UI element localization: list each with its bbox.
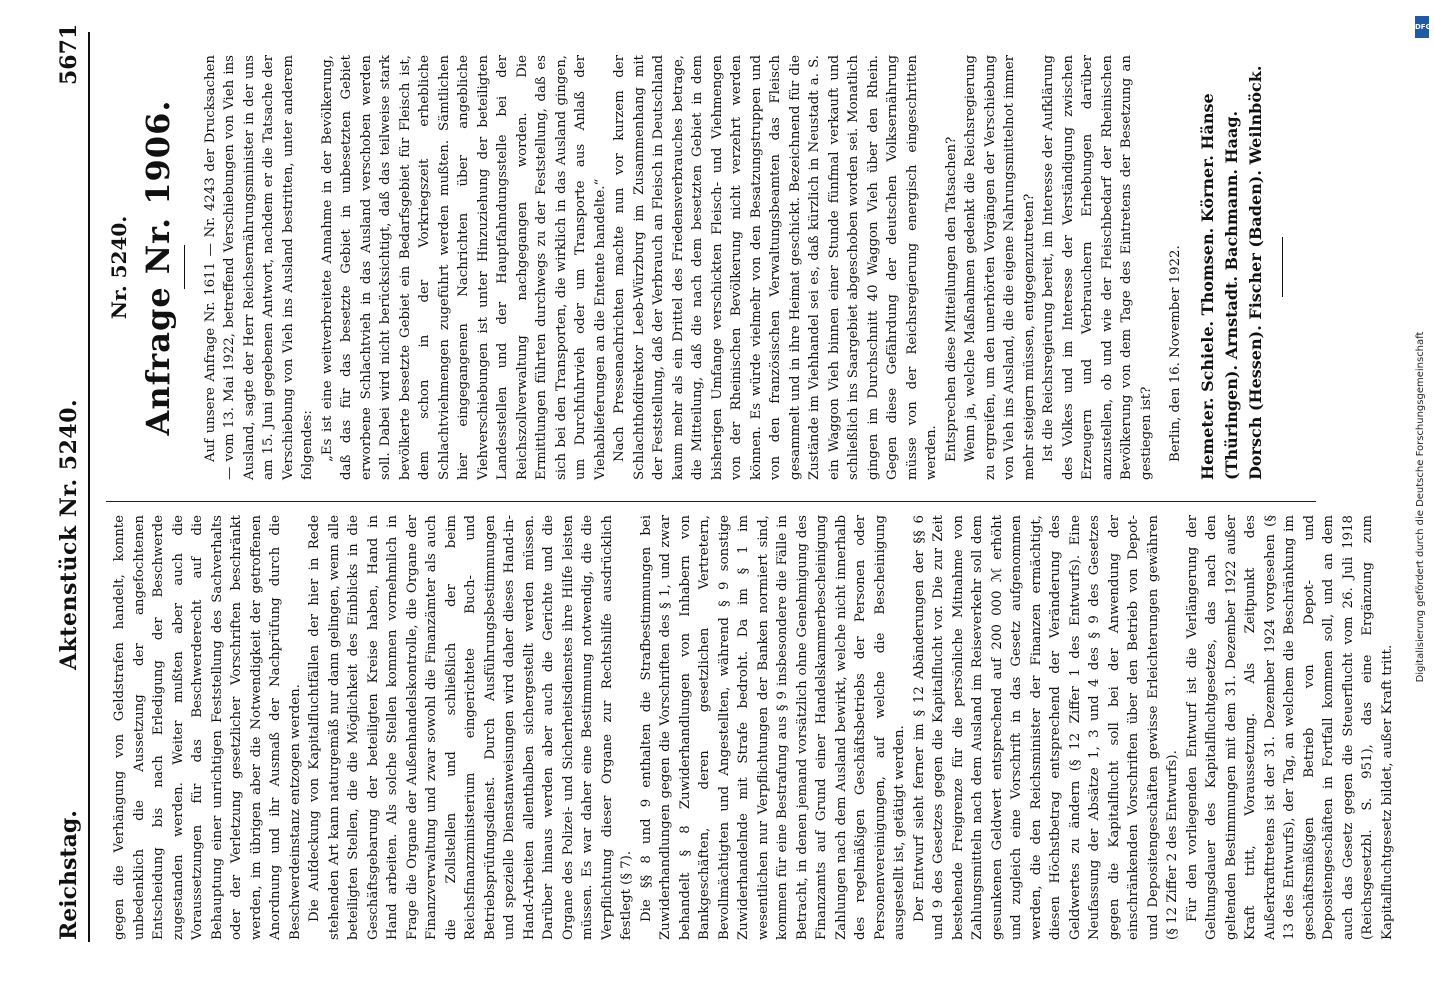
question: Ist die Reichsregierung bereit, im Interesse der Aufklärung des Volkes und im Interesse der Verständigung zwischen Erzeugern und Verbrauchern Erhebungen darüber anzustellen, ob und wie der Fleischbedarf der Rheinischen Bevölkerung von dem Tage des Eintretens der Besetzung an gestiegen ist? — [1041, 55, 1154, 480]
dateline: Berlin, den 16. November 1922. — [1168, 245, 1183, 462]
credit-text: Digitalisierung gefördert durch die Deutsche Forschungsgemeinschaft — [1415, 331, 1426, 683]
digitization-credit — [1414, 8, 1430, 993]
paragraph: Nach Pressenachrichten machte nun vor kurzem der Schlachthofdirektor Leeb-Würzburg im Zusammenhang mit der Feststellung, daß der Verbrauch an Fleisch in Deutschland kaum mehr als ein Drittel des Friedensverbrauches betrage, die Mitteilung, daß die nach dem besetzten Gebiet in dem bisherigen Umfange verschickten Fleisch- und Viehmengen von der Rheinischen Bevölkerung nicht verzehrt werden können. Es würde vielmehr von den Besatzungstruppen und von den französischen Verwaltungsbeamten das Fleisch gesammelt und in ihre Heimat geschickt. Bezeichnend für die Zustände im Viehhandel sei es, daß kürzlich in Neustadt a. S. ein Waggon Vieh binnen einer Stunde fünfmal verkauft und schließlich ins Saargebiet abgeschoben worden sei. Monatlich gingen im Durchschnitt 40 Waggon Vieh über den Rhein. Gegen diese Gefährdung der deutschen Volksernährung müsse von der Reichsregierung energisch eingeschritten werden. — [612, 55, 939, 480]
page-number: 5671 — [56, 23, 82, 85]
question: Wenn ja, welche Maßnahmen gedenkt die Reichsregierung zu ergreifen, um den unerhörten Vorgängen der Verschiebung von Vieh ins Ausland, die die eigene Nahrungsmittelnot immer mehr steigern müssen, entgegenzutreten? — [963, 55, 1037, 480]
quoted-paragraph: „Es ist eine weitverbreitete Annahme in der Bevölkerung, daß das für das besetzte Gebiet in unbesetzten Gebiet erworbene Schlachtvieh in das Ausland verschoben werden soll. Dabei wird nicht berücksichtigt, daß das teilweise stark bevölkerte besetzte Gebiet ein Bedarfsgebiet für Fleisch ist, dem schon in der Vorkriegszeit erhebliche Schlachtviehmengen zugeführt werden mußten. Sämtlichen hier eingegangenen Nachrichten über angebliche Viehverschiebungen ist unter Hinzuziehung der beteiligten Landesstellen und der Hauptfahndungsstelle bei der Reichszollverwaltung nachgegangen worden. Die Ermittlungen führten durchwegs zu der Feststellung, daß es sich bei den Transporten, die wirklich in das Ausland gingen, um Durchfuhrvieh oder um Transporte aus Anlaß der Viehablieferungen an die Entente handelte.“ — [319, 55, 608, 480]
left-column — [110, 515, 1397, 940]
header-rule — [88, 32, 90, 942]
title-rule — [184, 246, 185, 290]
signers-line: Dorsch (Hessen). Fischer (Baden). Weilnböck. — [1245, 65, 1265, 480]
signatories — [1196, 55, 1268, 480]
right-column — [107, 55, 1297, 480]
document-number: Nr. 5240. — [107, 215, 131, 320]
paragraph: gegen die Verhängung von Geldstrafen handelt, konnte unbedenklich die Aussetzung der angefochtenen Entscheidung bis nach Erledigung der Beschwerde zugestanden werden. Weiter mußten aber auch die Voraussetzungen für das Beschwerderecht auf die Behauptung einer unrichtigen Feststellung des Sachverhalts oder der Verletzung gesetzlicher Vorschriften beschränkt werden, im übrigen aber die Notwendigkeit der getroffenen Anordnung und ihr Ausmaß der Nachprüfung durch die Beschwerdeinstanz entzogen werden. — [112, 515, 303, 940]
paragraph: Der Entwurf sieht ferner im § 12 Abänderungen der §§ 6 und 9 des Gesetzes gegen die Kapitalflucht vor. Die zur Zeit bestehende Freigrenze für die persönliche Mitnahme von Zahlungsmitteln nach dem Ausland im Reiseverkehr soll dem gesunkenen Geldwert entsprechend auf 200 000 ℳ erhöht und zugleich eine Vorschrift in das Gesetz aufgenommen werden, die den Reichsminister der Finanzen ermächtigt, diesen Höchstbetrag entsprechend der Veränderung des Geldwertes zu ändern (§ 12 Ziffer 1 des Entwurfs). Eine Neufassung der Absätze 1, 3 und 4 des § 9 des Gesetzes gegen die Kapitalflucht soll bei der Anwendung der einschränkenden Vorschriften über den Betrieb von Depot- und Depositengeschäften gewisse Erleichterungen gewähren (§ 12 Ziffer 2 des Entwurfs). — [911, 515, 1180, 940]
end-rule — [1282, 238, 1283, 298]
paragraph: Die §§ 8 und 9 enthalten die Strafbestimmungen bei Zuwiderhandlungen gegen die Vorschriften des § 1, und zwar behandelt § 8 Zuwiderhandlungen von Inhabern von Bankgeschäften, deren gesetzlichen Vertretern, Bevollmächtigten und Angestellten, während § 9 sonstige Zuwiderhandelnde mit Strafe bedroht. Da im § 1 im wesentlichen nur Verpflichtungen der Banken normiert sind, kommen für eine Bestrafung aus § 9 insbesondere die Fälle in Betracht, in denen jemand vorsätzlich ohne Genehmigung des Finanzamts auf Grund einer Handelskammerbescheinigung Zahlungen nach dem Ausland bewirkt, welche nicht innerhalb des regelmäßigen Geschäftsbetriebs der Personen oder Personenvereinigungen, auf welche die Bescheinigung ausgestellt ist, getätigt werden. — [638, 515, 907, 940]
header-left: Reichstag. — [56, 810, 82, 940]
column-divider — [106, 501, 1316, 502]
dfg-logo: DFG — [1415, 16, 1429, 38]
running-header — [52, 0, 92, 1000]
paragraph: Die Aufdeckung von Kapitalfluchtfällen der hier in Rede stehenden Art kann naturgemäß nur dann gelingen, wenn alle beteiligten Stellen, die die Möglichkeit des Einblicks in die Geschäftsgebarung der beteiligten Kreise haben, Hand in Hand arbeiten. Als solche Stellen kommen vornehmlich in Frage die Organe der Außenhandelskontrolle, die Organe der Finanzverwaltung und zwar sowohl die Finanzämter als auch die Zollstellen und schließlich der beim Reichsfinanzministerium eingerichtete Buch- und Betriebsprüfungsdienst. Durch Ausführungsbestimmungen und spezielle Dienstanweisungen wird daher dieses Hand-in-Hand-Arbeiten allenthalben sichergestellt werden müssen. Darüber hinaus werden aber auch die Gerichte und die Organe des Polizei- und Sicherheitsdienstes ihre Hilfe leisten müssen. Es war daher eine Bestimmung notwendig, die die Verpflichtung dieser Organe zur Rechtshilfe ausdrücklich festlegt (§ 7). — [307, 515, 634, 940]
question: Entsprechen diese Mitteilungen den Tatsachen? — [943, 136, 959, 462]
inquiry-title: Anfrage Nr. 1906. — [138, 99, 177, 436]
paragraph: Auf unsere Anfrage Nr. 1611 — Nr. 4243 der Drucksachen — vom 13. Mai 1922, betreffend Verschiebungen von Vieh ins Ausland, sagte der Herr Reichsernährungsminister in der uns am 15. Juni gegebenen Antwort, nachdem er die Tatsache der Verschiebung von Vieh ins Ausland bestritten, unter anderem folgendes: — [202, 55, 315, 480]
signers-line: (Thüringen). Arnstadt. Bachmann. Haag. — [1221, 110, 1241, 480]
signers-line: Hemeter. Schiele. Thomsen. Körner. Hänse — [1197, 93, 1217, 480]
header-document-number: Aktenstück Nr. 5240. — [56, 398, 82, 670]
paragraph: Für den vorliegenden Entwurf ist die Verlängerung der Geltungsdauer des Kapitalfluchtgesetzes, das nach den geltenden Bestimmungen mit dem 31. Dezember 1922 außer Kraft tritt, Voraussetzung. Als Zeitpunkt des Außerkrafttretens ist der 31. Dezember 1924 vorgesehen (§ 13 des Entwurfs), der Tag, an welchem die Beschränkung im geschäftsmäßigen Betrieb von Depot- und Depositengeschäften in Fortfall kommen soll, und an dem auch das Gesetz gegen die Steuerflucht vom 26. Juli 1918 (Reichsgesetzbl. S. 951), das eine Ergänzung zum Kapitalfluchtgesetz bildet, außer Kraft tritt. — [1184, 515, 1395, 940]
